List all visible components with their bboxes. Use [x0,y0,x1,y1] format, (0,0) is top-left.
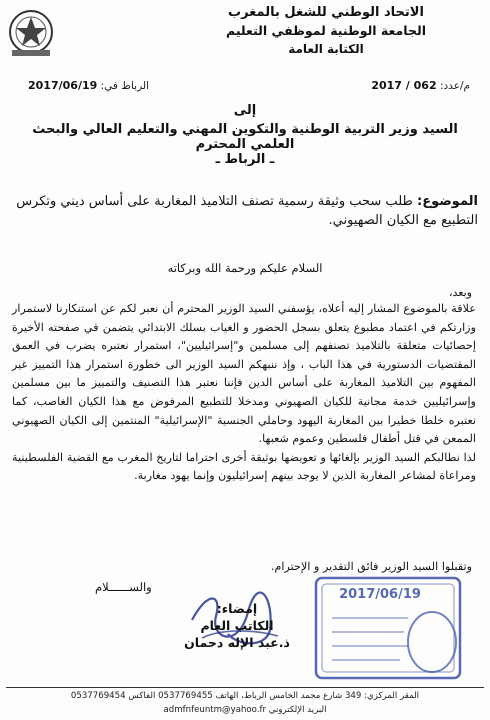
organization-header [176,4,476,58]
transition-word: وبعد، [448,286,472,299]
date-label: الرباط في: [100,80,149,92]
letter-date [28,79,149,92]
org-name-line2: الجامعة الوطنية لموظفي التعليم [226,23,426,38]
addressee-city: ـ الرباط ـ [215,152,275,167]
body-paragraph-1: علاقة بالموضوع المشار إليه أعلاه، يؤسفني السيد الوزير المحترم أن نعبر لكم عن استنكارنا لاستمرار وزارتكم في اعتماد مطبوع يتعلق بسجل الحضور و الغياب بسلك الابتدائي يتضمن في صفحته الأخيرة إحصائيات متعلقة بالتلاميذ تصنفهم إلى مسلمين و"إسرائيليين"، استمرار نعتبره يضرب في العمق المقتضيات الدستورية في هذا الباب ، وإذ ننبهكم السيد الوزير الى خطورة استمرار هذا التمييز غير المفهوم بين التلاميذ المغاربة على أساس الدين فإننا نعتبر هذا التصنيف والتمييز ما بين مسلمين وإسرائيليين خدمة مجانية للكيان الصهيوني ومدخلا للتطبيع المرفوض مع هذا الكيان الغاصب، كما نعتبره خلطا خطيرا بين المغاربة اليهود وحاملي الجنسية "الإسرائيلية" المنتمين إلى الكيان الصهيوني الممعن في قتل أطفال فلسطين وعموم شعبها. [12,302,476,446]
org-name-line3: الكتابة العامة [288,42,364,56]
addressee-to: إلى [233,103,257,118]
footer-address: المقر المركزي: 349 شارع محمد الخامس الرباط، الهاتف 0537769455 الفاكس 0537769454 [70,691,420,701]
footer [6,689,484,717]
signatory-title: الكاتب العام [200,618,274,633]
subject-text: طلب سحب وثيقة رسمية تصنف التلاميذ المغاربة على أساس ديني وتكرس التطبيع مع الكيان الصهيوني. [16,194,478,228]
date-value: 2017/06/19 [28,79,98,92]
reference-number [371,79,470,92]
signature-label: إمضاء: [216,601,258,616]
subject-label: الموضوع: [417,194,478,209]
signature-block [172,600,302,651]
letter-body [12,300,476,486]
official-stamp-icon [312,572,464,684]
closing-line: وتقبلوا السيد الوزير فائق التقدير و الإحترام. [270,560,472,573]
union-logo-icon [6,6,56,58]
body-paragraph-2: لذا نطالبكم السيد الوزير بإلغائها و تعويضها بوثيقة أخرى احتراما لتاريخ المغرب مع القضية الفلسطينية ومراعاة لمشاعر المغاربة الذين لا يوجد بينهم إسرائيليون وإنما يهود مغاربة. [12,450,476,483]
subject-block [12,192,478,230]
greeting: السلام عليكم ورحمة الله وبركاته [167,261,323,275]
addressee-recipient: السيد وزير التربية الوطنية والتكوين المهني والتعليم العالي والبحث العلمي المحترم [32,122,458,152]
reference-label: م/عدد: [439,80,470,92]
signatory-name: ذ.عبد الإله دحمان [184,635,290,650]
stamp-date: 2017/06/19 [339,587,421,602]
reference-value: 062 / 2017 [371,79,437,92]
org-name-line1: الاتحاد الوطني للشغل بالمغرب [228,5,424,20]
reference-line [28,79,470,95]
salutation: والســــــلام [95,580,152,594]
footer-divider [6,687,484,688]
footer-email: البريد الإلكتروني admfnfeuntm@yahoo.fr [163,705,327,715]
